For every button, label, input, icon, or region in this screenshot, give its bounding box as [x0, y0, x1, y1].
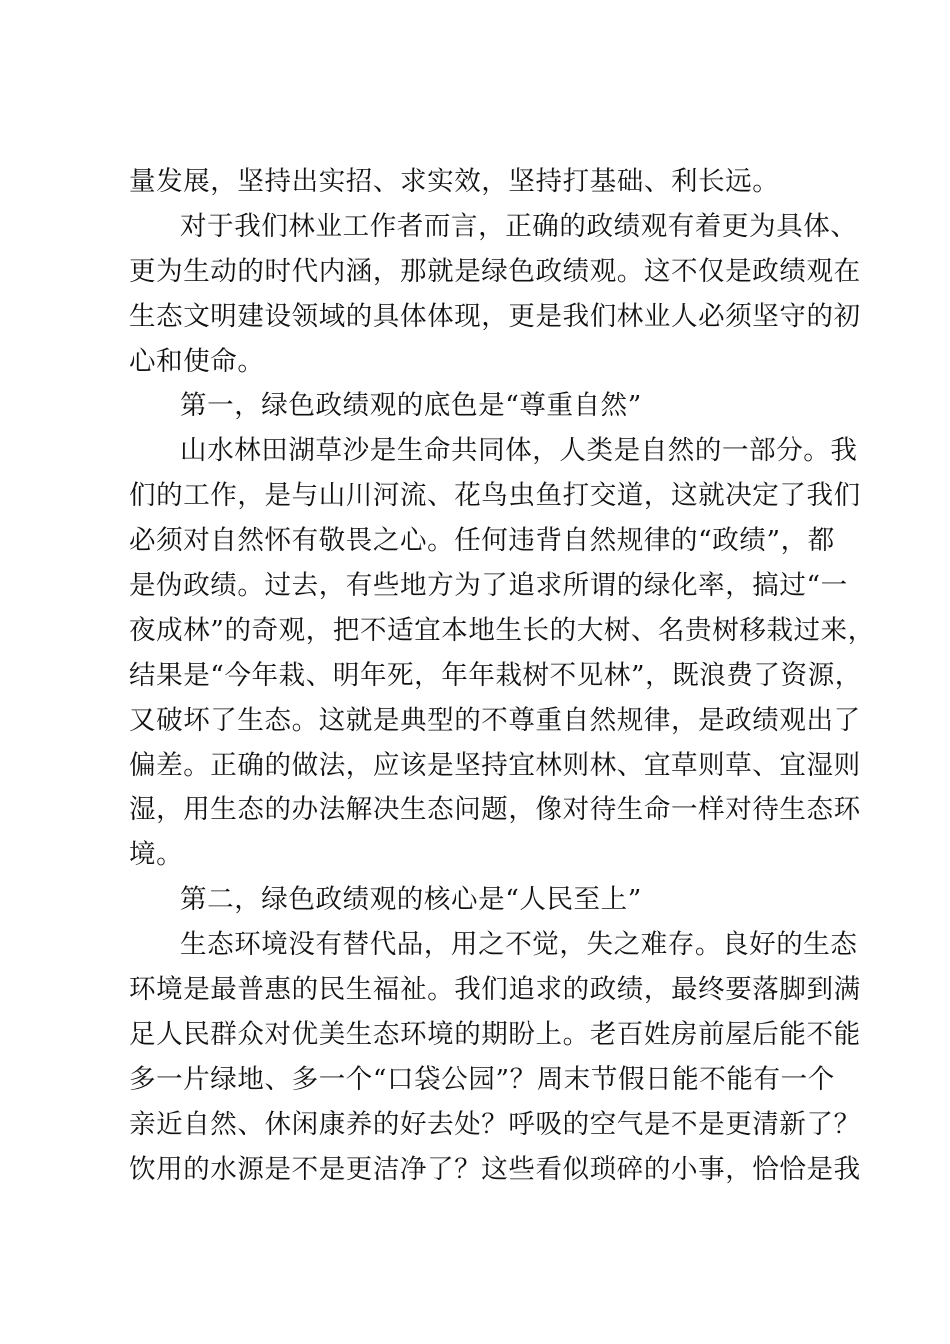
text-line: 饮用的水源是不是更洁净了？这些看似琐碎的小事，恰恰是我	[129, 1153, 861, 1185]
body-text	[129, 160, 875, 1192]
text-line: 亲近自然、休闲康养的好去处？呼吸的空气是不是更清新了？	[129, 1108, 861, 1140]
text-line: 多一片绿地、多一个“口袋公园”？周末节假日能不能有一个	[129, 1063, 835, 1095]
text-line: 环境是最普惠的民生福祉。我们追求的政绩，最终要落脚到满	[129, 974, 861, 1006]
text-line: 足人民群众对优美生态环境的期盼上。老百姓房前屋后能不能	[129, 1018, 861, 1050]
text-line: 生态文明建设领域的具体体现，更是我们林业人必须坚守的初	[129, 300, 861, 332]
text-line: 是伪政绩。过去，有些地方为了追求所谓的绿化率，搞过“一	[129, 570, 848, 602]
section-heading-2: 第二，绿色政绩观的核心是“人民至上”	[180, 884, 642, 916]
text-line: 心和使命。	[129, 345, 265, 377]
section-heading-1: 第一，绿色政绩观的底色是“尊重自然”	[180, 390, 642, 422]
text-line: 又破坏了生态。这就是典型的不尊重自然规律，是政绩观出了	[129, 704, 861, 736]
text-line: 偏差。正确的做法，应该是坚持宜林则林、宜草则草、宜湿则	[129, 749, 861, 781]
paragraph-first-line: 对于我们林业工作者而言，正确的政绩观有着更为具体、	[180, 210, 858, 242]
text-line: 们的工作，是与山川河流、花鸟虫鱼打交道，这就决定了我们	[129, 480, 861, 512]
paragraph-first-line: 生态环境没有替代品，用之不觉，失之难存。良好的生态	[180, 929, 858, 961]
text-line: 必须对自然怀有敬畏之心。任何违背自然规律的“政绩”，都	[129, 525, 835, 557]
text-line: 夜成林”的奇观，把不适宜本地生长的大树、名贵树移栽过来，	[129, 614, 875, 646]
text-line: 结果是“今年栽、明年死，年年栽树不见林”，既浪费了资源，	[129, 659, 862, 691]
text-line: 量发展，坚持出实招、求实效，坚持打基础、利长远。	[129, 166, 780, 197]
paragraph-first-line: 山水林田湖草沙是生命共同体，人类是自然的一部分。我	[180, 435, 858, 467]
text-line: 境。	[129, 839, 184, 871]
text-line: 湿，用生态的办法解决生态问题，像对待生命一样对待生态环	[129, 794, 861, 826]
text-line: 更为生动的时代内涵，那就是绿色政绩观。这不仅是政绩观在	[129, 255, 861, 287]
